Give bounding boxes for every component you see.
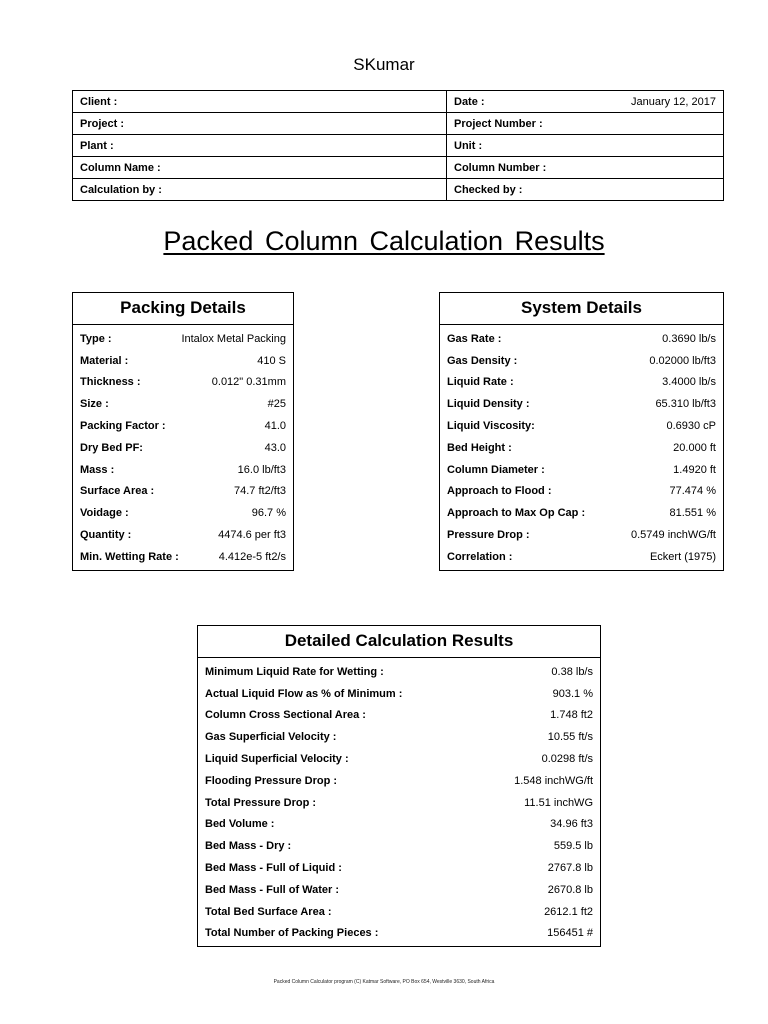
system-row [440,415,723,437]
system-value: 1.4920 ft [673,463,716,476]
detail-label: Column Cross Sectional Area : [205,709,366,722]
packing-row [73,372,293,394]
detail-row [198,726,600,748]
packing-value: #25 [267,398,286,411]
detail-label: Actual Liquid Flow as % of Minimum : [205,687,403,700]
packing-label: Type : [80,332,112,345]
detail-value: 1.548 inchWG/ft [514,774,593,787]
detail-label: Total Number of Packing Pieces : [205,927,379,940]
info-label: Project Number : [454,117,543,130]
system-label: Correlation : [447,550,513,563]
page-title-text: Packed Column Calculation Results [163,226,605,256]
packing-label: Voidage : [80,507,129,520]
detail-label: Bed Mass - Full of Liquid : [205,862,342,875]
system-row [440,502,723,524]
detail-row [198,923,600,945]
system-label: Approach to Max Op Cap : [447,507,586,520]
info-cell-left [73,91,447,113]
packing-value: 4.412e-5 ft2/s [218,550,286,563]
system-label: Gas Density : [447,354,518,367]
detail-row [198,835,600,857]
packing-label: Quantity : [80,529,132,542]
system-row [440,524,723,546]
detailed-results-panel [197,625,601,947]
packing-label: Min. Wetting Rate : [80,550,179,563]
detail-value: 156451 # [547,927,593,940]
detail-row [198,770,600,792]
info-cell-right [447,179,724,201]
detail-row [198,661,600,683]
packing-label: Material : [80,354,129,367]
system-value: 81.551 % [669,507,716,520]
detail-row [198,814,600,836]
detail-row [198,683,600,705]
system-label: Liquid Viscosity: [447,420,535,433]
system-row [440,546,723,568]
packing-row [73,524,293,546]
info-cell-left [73,179,447,201]
packing-row [73,393,293,415]
info-row [73,91,724,113]
info-label: Date : [454,95,485,108]
info-label: Checked by : [454,183,523,196]
info-cell-left [73,135,447,157]
info-value: January 12, 2017 [630,95,716,108]
packing-row [73,481,293,503]
packing-label: Packing Factor : [80,420,166,433]
info-label: Calculation by : [80,183,162,196]
packing-label: Mass : [80,463,115,476]
info-cell-right [447,91,724,113]
packing-label: Thickness : [80,376,141,389]
info-cell-right [447,135,724,157]
system-details-panel [439,292,724,571]
detail-label: Bed Volume : [205,818,275,831]
packing-label: Size : [80,398,109,411]
info-cell-right [447,157,724,179]
packing-value: 0.012" 0.31mm [211,376,286,389]
info-row [73,157,724,179]
system-label: Column Diameter : [447,463,545,476]
detailed-results-heading: Detailed Calculation Results [198,626,600,658]
system-value: 77.474 % [669,485,716,498]
detail-row [198,879,600,901]
info-cell-right [447,113,724,135]
packing-value: Intalox Metal Packing [181,332,286,345]
packing-label: Surface Area : [80,485,155,498]
detail-label: Gas Superficial Velocity : [205,731,337,744]
packing-value: 410 S [257,354,286,367]
detail-value: 10.55 ft/s [547,731,593,744]
system-label: Liquid Density : [447,398,530,411]
info-row [73,179,724,201]
detail-label: Minimum Liquid Rate for Wetting : [205,665,384,678]
info-label: Column Number : [454,161,547,174]
detail-value: 0.38 lb/s [551,665,593,678]
detail-value: 11.51 inchWG [524,796,593,809]
system-value: 20.000 ft [673,441,716,454]
system-row [440,372,723,394]
detail-value: 2767.8 lb [547,862,593,875]
detail-row [198,705,600,727]
packing-value: 41.0 [264,420,286,433]
packing-row [73,546,293,568]
system-value: Eckert (1975) [649,550,716,563]
system-row [440,328,723,350]
packing-row [73,328,293,350]
page-title [0,226,768,257]
system-value: 3.4000 lb/s [662,376,716,389]
packing-row [73,415,293,437]
author-name: SKumar [353,55,415,74]
detail-label: Liquid Superficial Velocity : [205,753,349,766]
packing-details-panel [72,292,294,571]
system-value: 0.02000 lb/ft3 [649,354,716,367]
detail-label: Total Pressure Drop : [205,796,317,809]
detail-row [198,901,600,923]
info-row [73,113,724,135]
system-value: 0.3690 lb/s [662,332,716,345]
detail-row [198,748,600,770]
packing-label: Dry Bed PF: [80,441,143,454]
system-label: Gas Rate : [447,332,502,345]
detail-value: 2612.1 ft2 [544,905,593,918]
system-row [440,481,723,503]
info-label: Column Name : [80,161,161,174]
detail-value: 1.748 ft2 [550,709,593,722]
system-label: Pressure Drop : [447,529,530,542]
detail-value: 559.5 lb [553,840,593,853]
info-label: Plant : [80,139,114,152]
detail-label: Flooding Pressure Drop : [205,774,338,787]
system-value: 65.310 lb/ft3 [655,398,716,411]
packing-value: 4474.6 per ft3 [218,529,286,542]
system-details-heading: System Details [440,293,723,325]
packing-value: 16.0 lb/ft3 [237,463,286,476]
detail-row [198,792,600,814]
detail-value: 0.0298 ft/s [541,753,593,766]
system-label: Bed Height : [447,441,512,454]
detail-value: 2670.8 lb [547,883,593,896]
system-row [440,437,723,459]
detail-value: 34.96 ft3 [550,818,593,831]
packing-details-heading: Packing Details [73,293,293,325]
project-info-table [72,90,724,201]
info-label: Project : [80,117,125,130]
detail-label: Bed Mass - Full of Water : [205,883,340,896]
packing-value: 74.7 ft2/ft3 [234,485,286,498]
info-cell-left [73,157,447,179]
packing-value: 43.0 [264,441,286,454]
info-label: Unit : [454,139,483,152]
info-label: Client : [80,95,118,108]
system-row [440,350,723,372]
system-label: Approach to Flood : [447,485,552,498]
packing-row [73,459,293,481]
detail-label: Total Bed Surface Area : [205,905,332,918]
copyright-footer: Packed Column Calculator program (C) Katmar Software, PO Box 654, Westville 3630, South Africa [273,979,495,985]
detail-label: Bed Mass - Dry : [205,840,292,853]
info-cell-left [73,113,447,135]
packing-row [73,502,293,524]
detail-row [198,857,600,879]
system-label: Liquid Rate : [447,376,514,389]
system-value: 0.6930 cP [666,420,716,433]
packing-row [73,437,293,459]
system-row [440,393,723,415]
system-row [440,459,723,481]
info-row [73,135,724,157]
packing-value: 96.7 % [251,507,286,520]
detail-value: 903.1 % [552,687,593,700]
packing-row [73,350,293,372]
system-value: 0.5749 inchWG/ft [631,529,716,542]
